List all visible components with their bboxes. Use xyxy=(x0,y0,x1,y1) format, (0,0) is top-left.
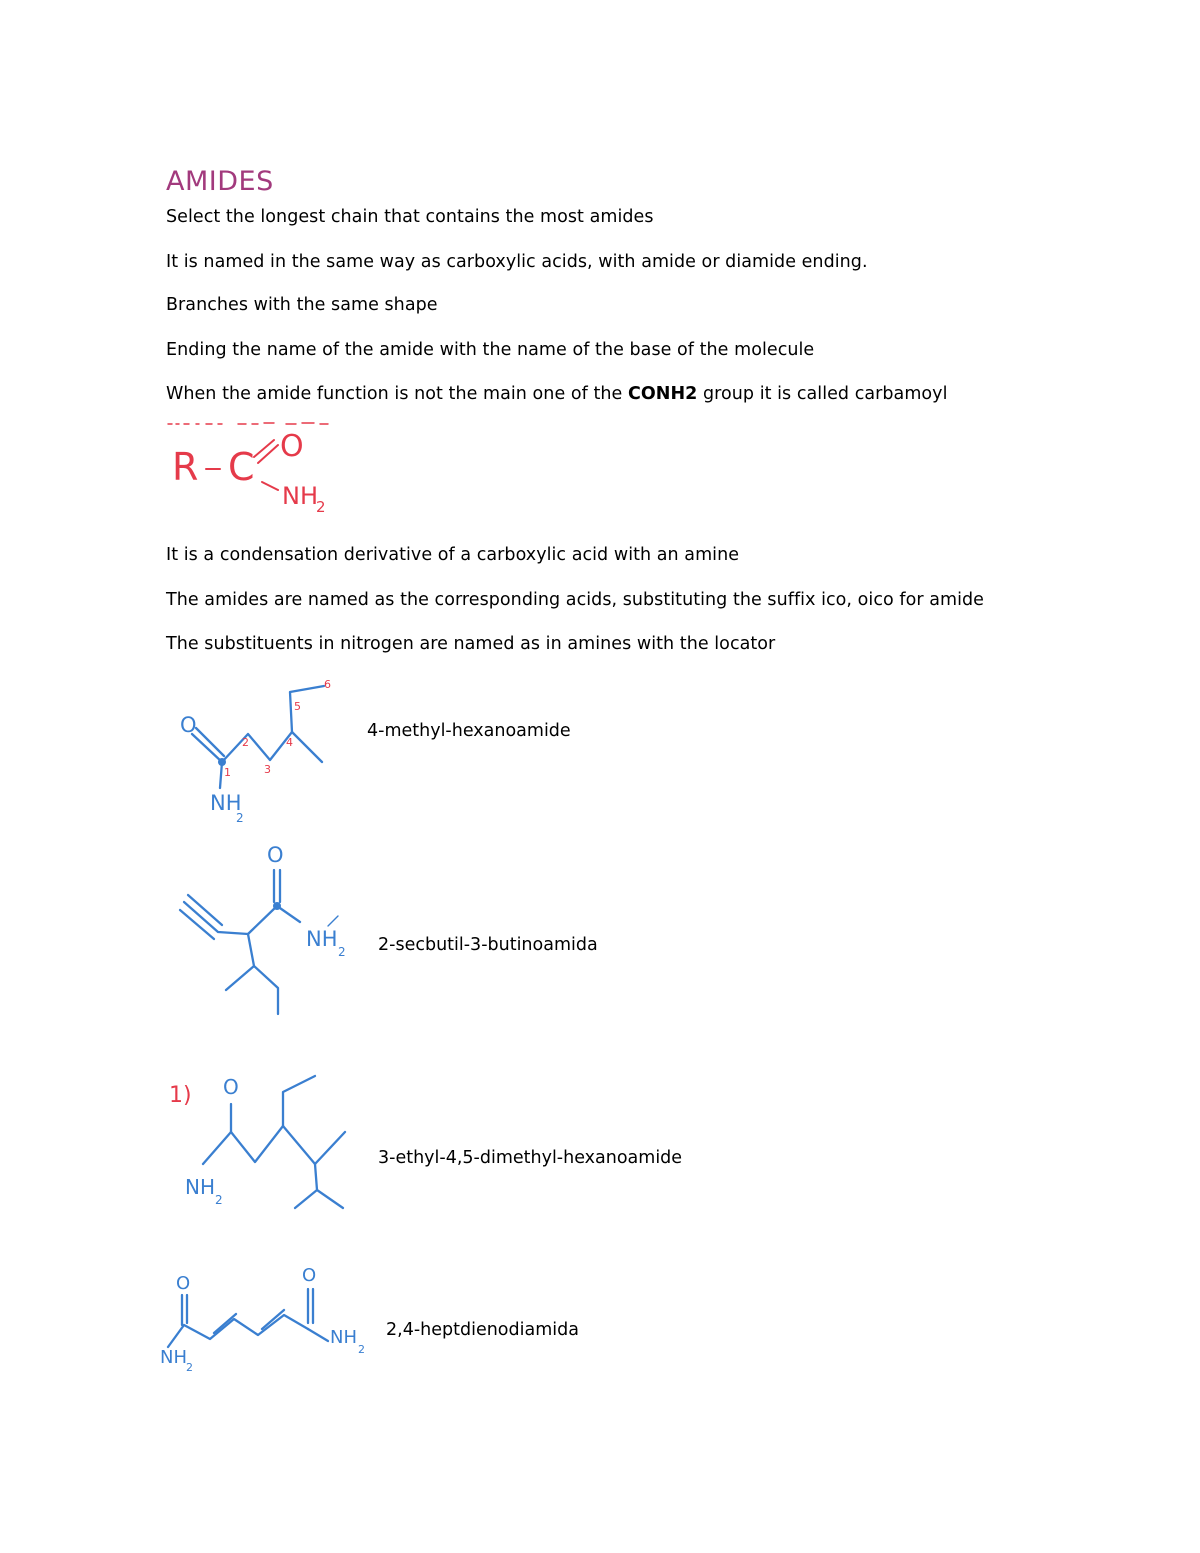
rule-naming: It is named in the same way as carboxylic acids, with amide or diamide ending. xyxy=(166,252,868,272)
ex4-nh-left: NH xyxy=(160,1347,187,1368)
ex4-sub-left: 2 xyxy=(186,1361,193,1374)
structure-2-4-heptdienodiamida xyxy=(158,1265,378,1380)
ex1-locant-6: 6 xyxy=(324,678,331,691)
ex3-sub: 2 xyxy=(215,1193,223,1207)
ex1-nh: NH xyxy=(210,791,242,815)
sketch-sub: 2 xyxy=(316,498,326,516)
rule-longest-chain: Select the longest chain that contains the most amides xyxy=(166,207,654,227)
ex4-sub-right: 2 xyxy=(358,1343,365,1356)
page-title: AMIDES xyxy=(166,166,274,197)
amide-formula-sketch xyxy=(166,412,346,517)
conh2-bold: CONH2 xyxy=(627,384,698,404)
ex1-sub: 2 xyxy=(236,811,244,825)
structure-4-methyl-hexanoamide xyxy=(170,672,350,832)
ex1-locant-2: 2 xyxy=(242,736,249,749)
rule-condensation: It is a condensation derivative of a carboxylic acid with an amine xyxy=(166,545,740,565)
ex3-oxygen: O xyxy=(223,1075,239,1099)
ex4-nh-right: NH xyxy=(330,1327,357,1348)
ex4-oxygen-left: O xyxy=(176,1273,191,1294)
ex1-locant-3: 3 xyxy=(264,763,271,776)
rule-carbamoyl-part2: group it is called carbamoyl xyxy=(697,384,948,404)
example-3-name: 3-ethyl-4,5-dimethyl-hexanoamide xyxy=(378,1148,683,1168)
rule-ending: Ending the name of the amide with the name of the base of the molecule xyxy=(166,340,815,360)
ex1-locant-5: 5 xyxy=(294,700,301,713)
rule-suffix: The amides are named as the corresponding acids, substituting the suffix ico, oico for amide xyxy=(166,590,984,610)
sketch-c: C xyxy=(228,445,255,489)
example-1-name: 4-methyl-hexanoamide xyxy=(367,721,571,741)
sketch-nh: NH xyxy=(282,482,318,510)
example-4-name: 2,4-heptdienodiamida xyxy=(386,1320,579,1340)
sketch-r: R xyxy=(172,445,199,489)
structure-2-secbutil-3-butinoamida xyxy=(170,838,370,1018)
ex4-oxygen-right: O xyxy=(302,1265,317,1286)
structure-3-ethyl-4-5-dimethyl-hexanoamide xyxy=(165,1072,365,1217)
ex2-nh: NH xyxy=(306,927,338,951)
ex2-oxygen: O xyxy=(267,843,284,867)
ex1-locant-1: 1 xyxy=(224,766,231,779)
rule-nitrogen-substituents: The substituents in nitrogen are named as in amines with the locator xyxy=(166,634,776,654)
ex3-nh: NH xyxy=(185,1175,215,1199)
ex3-number: 1) xyxy=(169,1083,192,1108)
rule-branches: Branches with the same shape xyxy=(166,295,438,315)
ex1-locant-4: 4 xyxy=(286,736,293,749)
ex2-sub: 2 xyxy=(338,945,346,959)
sketch-o: O xyxy=(280,429,304,464)
rule-carbamoyl xyxy=(166,384,948,404)
rule-carbamoyl-part1: When the amide function is not the main one of the xyxy=(166,384,628,404)
example-2-name: 2-secbutil-3-butinoamida xyxy=(378,935,598,955)
ex1-oxygen: O xyxy=(180,713,197,737)
